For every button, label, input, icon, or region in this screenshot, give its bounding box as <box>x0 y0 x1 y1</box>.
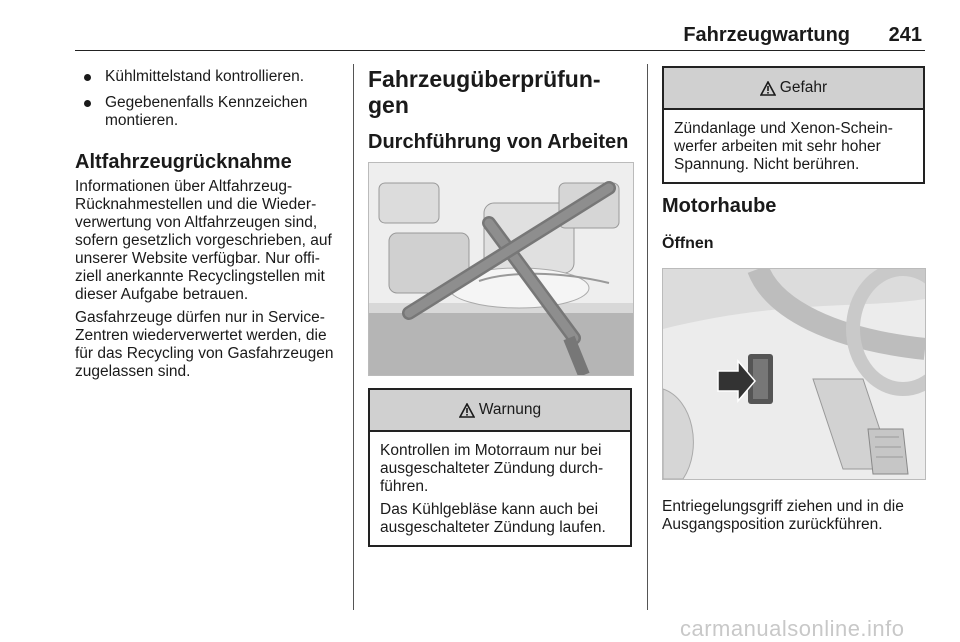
bullet-list <box>75 68 343 130</box>
section-title-fahrzeugueberpruefungen: Fahrzeugüberprüfun- gen <box>368 66 601 118</box>
hood-release-figure <box>662 268 926 480</box>
bullet-item: Kühlmittelstand kontrollieren. <box>75 68 343 86</box>
paragraph-gasfahrzeuge: Gasfahrzeuge dürfen nur in Service- Zentren wiederverwertet werden, die für das Recycling von Gasfahrzeugen zugelassen sind. <box>75 309 334 380</box>
column-middle <box>368 66 634 547</box>
column-divider-2 <box>647 64 648 610</box>
warning-triangle-icon <box>760 81 776 96</box>
warning-box <box>368 388 632 547</box>
danger-label: Gefahr <box>779 79 828 96</box>
warning-paragraph: Das Kühlgebläse kann auch bei ausgeschalteter Zündung laufen. <box>380 501 606 536</box>
warning-triangle-icon <box>459 403 475 418</box>
danger-paragraph: Zündanlage und Xenon-Schein- werfer arbeiten mit sehr hoher Spannung. Nicht berühren. <box>674 120 893 173</box>
hood-release-caption: Entriegelungsgriff ziehen und in die Ausgangsposition zurückführen. <box>662 498 904 533</box>
page-header-title: Fahrzeugwartung <box>683 24 850 46</box>
bullet-dot <box>84 74 91 81</box>
warning-box-header <box>370 390 630 432</box>
danger-box-header <box>664 68 923 110</box>
engine-bay-illustration <box>369 163 633 375</box>
engine-bay-figure <box>368 162 634 376</box>
section-title-motorhaube: Motorhaube <box>662 195 777 217</box>
bullet-item: Gegebenenfalls Kennzeichen montieren. <box>75 94 343 130</box>
watermark: carmanualsonline.info <box>680 616 905 641</box>
paragraph-altfahrzeug-info: Informationen über Altfahrzeug- Rücknahmestellen und die Wieder- verwertung von Altfahrzeugen sind, sofern gesetzlich vorgeschrieben, auf unserer Website verfügbar. Nur offi- ziell anerkannte Recyclingstellen mit dieser Aufgabe betrauen. <box>75 178 332 303</box>
column-divider-1 <box>353 64 354 610</box>
subsection-title-durchfuehrung: Durchführung von Arbeiten <box>368 131 629 153</box>
danger-box-body <box>664 110 923 182</box>
section-title-altfahrzeug: Altfahrzeugrücknahme <box>75 151 292 173</box>
header-rule <box>75 50 925 51</box>
column-right <box>662 66 925 534</box>
hood-release-illustration <box>663 269 925 479</box>
bullet-dot <box>84 100 91 107</box>
subsection-title-oeffnen: Öffnen <box>662 235 714 252</box>
warning-label: Warnung <box>478 401 542 418</box>
column-left <box>75 60 343 381</box>
warning-paragraph: Kontrollen im Motorraum nur bei ausgeschalteter Zündung durch- führen. <box>380 442 604 495</box>
danger-box <box>662 66 925 184</box>
page-number: 241 <box>888 24 922 46</box>
warning-box-body <box>370 432 630 545</box>
